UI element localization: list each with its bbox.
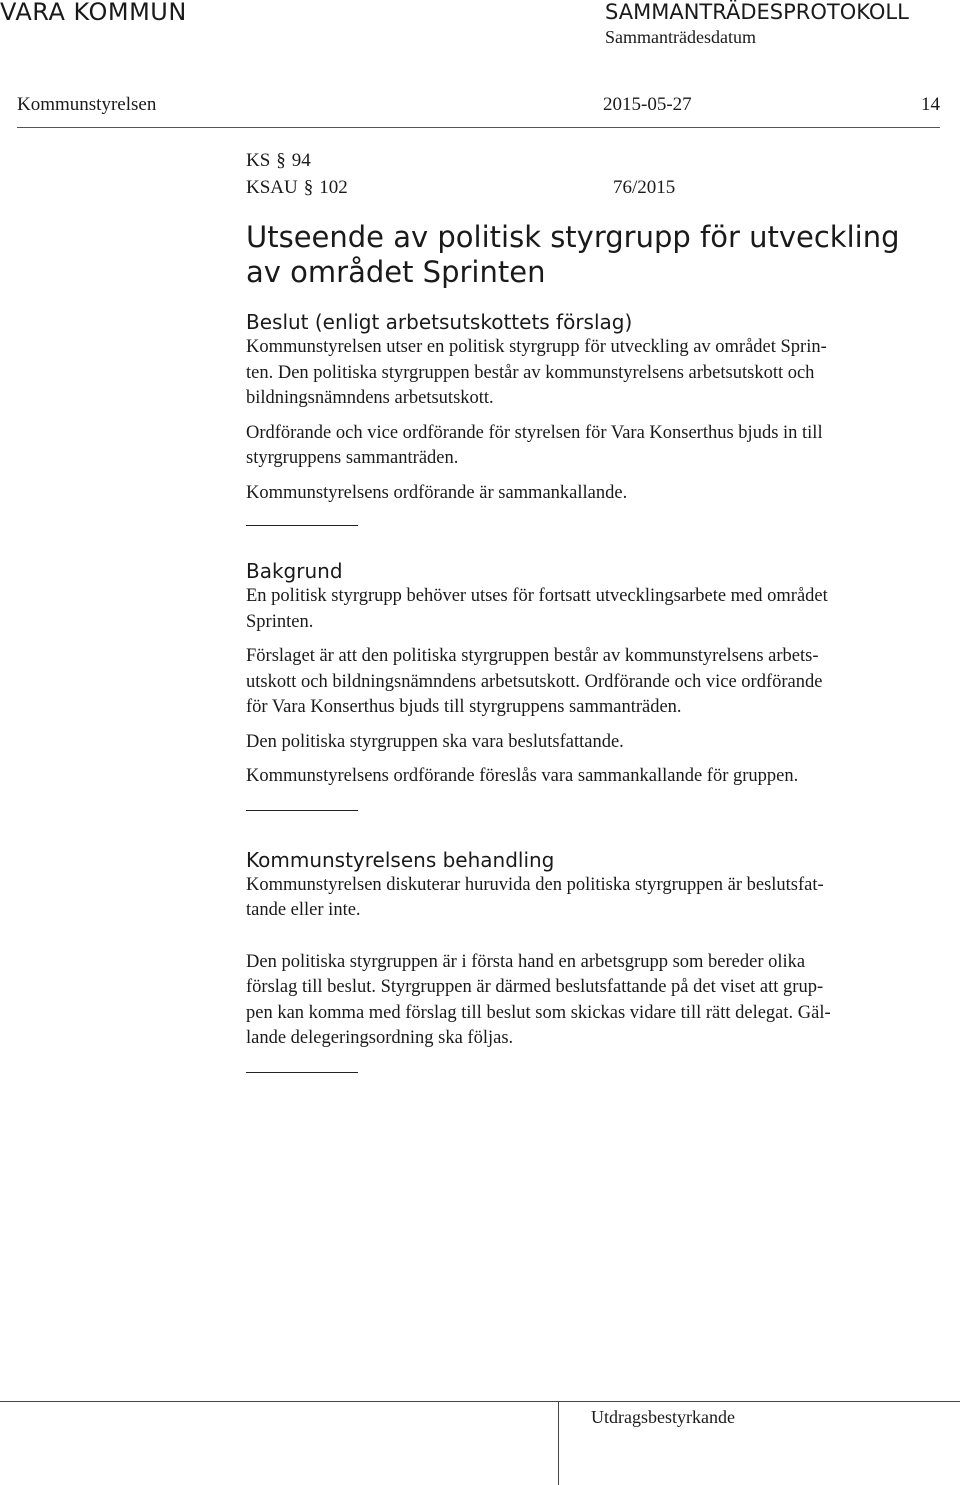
- ks-number: 94: [291, 150, 311, 171]
- meeting-date-label: Sammanträdesdatum: [605, 27, 756, 47]
- decision-paragraph-3: Kommunstyrelsens ordförande är sammankallande.: [246, 482, 628, 503]
- item-title: Utseende av politisk styrgrupp för utveckling av området Sprinten: [246, 220, 900, 289]
- section-references: [246, 147, 676, 201]
- ksau-number: 102: [319, 177, 348, 198]
- section-symbol: §: [303, 177, 314, 198]
- municipality-name: VARA KOMMUN: [0, 0, 187, 26]
- background-heading: Bakgrund: [246, 559, 343, 583]
- header-divider: [17, 127, 940, 128]
- background-paragraph-1: En politisk styrgrupp behöver utses för fortsatt utvecklingsarbete med området Sprinten.: [246, 586, 828, 632]
- treatment-paragraph-1: Kommunstyrelsen diskuterar huruvida den politiska styrgruppen är beslutsfat- tande eller inte.: [246, 874, 824, 920]
- certification-label: Utdragsbestyrkande: [591, 1407, 735, 1427]
- background-paragraph-3: Den politiska styrgruppen ska vara beslutsfattande.: [246, 731, 624, 752]
- committee-name: Kommunstyrelsen: [17, 94, 157, 115]
- page-number: 14: [921, 94, 940, 115]
- background-paragraph-2: Förslaget är att den politiska styrgruppen består av kommunstyrelsens arbets- utskott och bildningsnämndens arbetsutskott. Ordförande och vice ordförande för Vara Konserthus bjuds till styrgruppens sammanträden.: [246, 646, 823, 717]
- ksau-label: KSAU: [246, 177, 298, 198]
- document-type: SAMMANTRÄDESPROTOKOLL: [605, 0, 909, 24]
- decision-paragraph-2: Ordförande och vice ordförande för styrelsen för Vara Konserthus bjuds in till styrgruppens sammanträden.: [246, 422, 823, 468]
- footer-divider: [0, 1401, 960, 1402]
- ks-label: KS: [246, 150, 271, 171]
- decision-heading: Beslut (enligt arbetsutskottets förslag): [246, 310, 633, 334]
- minutes-content: [246, 220, 946, 1073]
- document-type-header: [605, 0, 940, 48]
- decision-paragraph-1: Kommunstyrelsen utser en politisk styrgrupp för utveckling av området Sprin- ten. Den politiska styrgruppen består av kommunstyrelsens arbetsutskott och bildningsnämndens arbetsutskott.: [246, 337, 827, 408]
- ksau-reference: [246, 174, 676, 201]
- section-divider: [246, 1072, 358, 1073]
- meeting-date: 2015-05-27: [603, 94, 692, 115]
- footer-separator: [558, 1401, 559, 1485]
- treatment-heading: Kommunstyrelsens behandling: [246, 847, 555, 872]
- treatment-paragraph-2: Den politiska styrgruppen är i första hand en arbetsgrupp som bereder olika förslag till beslut. Styrgruppen är därmed beslutsfattande på det viset att grup- pen kan komma med förslag till beslut som skickas vidare till rätt delegat. Gäl- lande delegeringsordning ska följas.: [246, 951, 831, 1048]
- background-paragraph-4: Kommunstyrelsens ordförande föreslås vara sammankallande för gruppen.: [246, 766, 799, 786]
- ks-reference: [246, 147, 348, 174]
- section-symbol: §: [276, 150, 286, 171]
- meta-line: [17, 94, 940, 120]
- case-number: 76/2015: [613, 177, 676, 198]
